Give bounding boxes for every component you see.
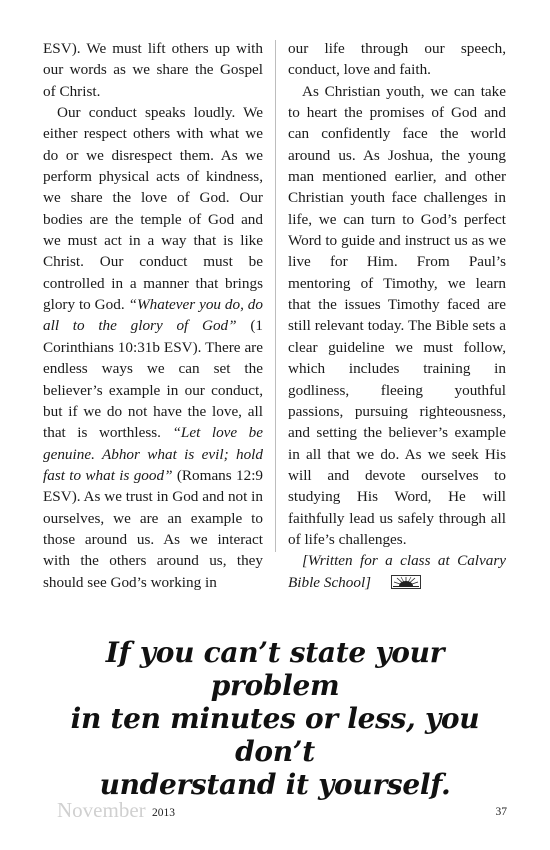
scripture-quote: “Whatever you do, do all to the glory of God” [43, 296, 263, 335]
article-paragraph [43, 38, 263, 102]
scripture-quote: “Let love be genuine. Abhor what is evil; hold fast to what is good” [43, 424, 264, 484]
sunrise-ornament-icon [377, 574, 407, 588]
paragraph-text: (1 Corinthians 10:31b ESV). There are endless ways we can set the believer’s example in our conduct, but if we do not have the love, all that is worthless. [43, 317, 264, 442]
footer-month: November [57, 798, 146, 822]
paragraph-text: Our conduct speaks loudly. We either respect others with what we do or we disrespect them. As we perform physical acts of kindness, we share the love of God. Our bodies are the temple of God and we must act in a way that is like Christ. Our conduct must be controlled in a manner that brings glory to God. [43, 104, 263, 314]
page-number: 37 [495, 806, 507, 818]
paragraph-text: (Romans 12:9 ESV). As we trust in God and not in ourselves, we are an example to those around us. As we interact with the others around us, they should see God’s working in [43, 466, 264, 591]
pull-quote-line: understand it yourself. [99, 768, 451, 801]
article-paragraph [288, 81, 506, 551]
pull-quote [40, 636, 510, 801]
footer-year: 2013 [152, 807, 175, 819]
paragraph-text: ESV). We must lift others up with our words as we share the Gospel of Christ. [43, 40, 263, 100]
author-credit [288, 550, 506, 593]
article-right-column [288, 38, 506, 593]
article-left-column [43, 38, 263, 593]
pull-quote-line: If you can’t state your problem [105, 636, 445, 702]
paragraph-text: our life through our speech, conduct, love and faith. [288, 40, 506, 79]
article-paragraph [43, 102, 263, 593]
paragraph-text: As Christian youth, we can take to heart the promises of God and can confidently face the world around us. As Joshua, the young man mentioned earlier, and other Christian youth face challenges in life, we can turn to God’s perfect Word to guide and instruct us as we live for Him. From Paul’s mentoring of Timothy, we learn that the issues Timothy faced are still relevant today. The Bible sets a clear guideline we must follow, which includes training in godliness, fleeing youthful passions, pursuing righteousness, and setting the believer’s example in all that we do. As we seek His will and devote ourselves to studying His Word, He will faithfully lead us safely through all of life’s challenges. [288, 82, 506, 548]
column-divider [275, 40, 276, 552]
pull-quote-line: in ten minutes or less, you don’t [70, 702, 480, 768]
credit-text: [Written for a class at Calvary Bible School] [288, 552, 506, 591]
article-paragraph [288, 38, 506, 81]
